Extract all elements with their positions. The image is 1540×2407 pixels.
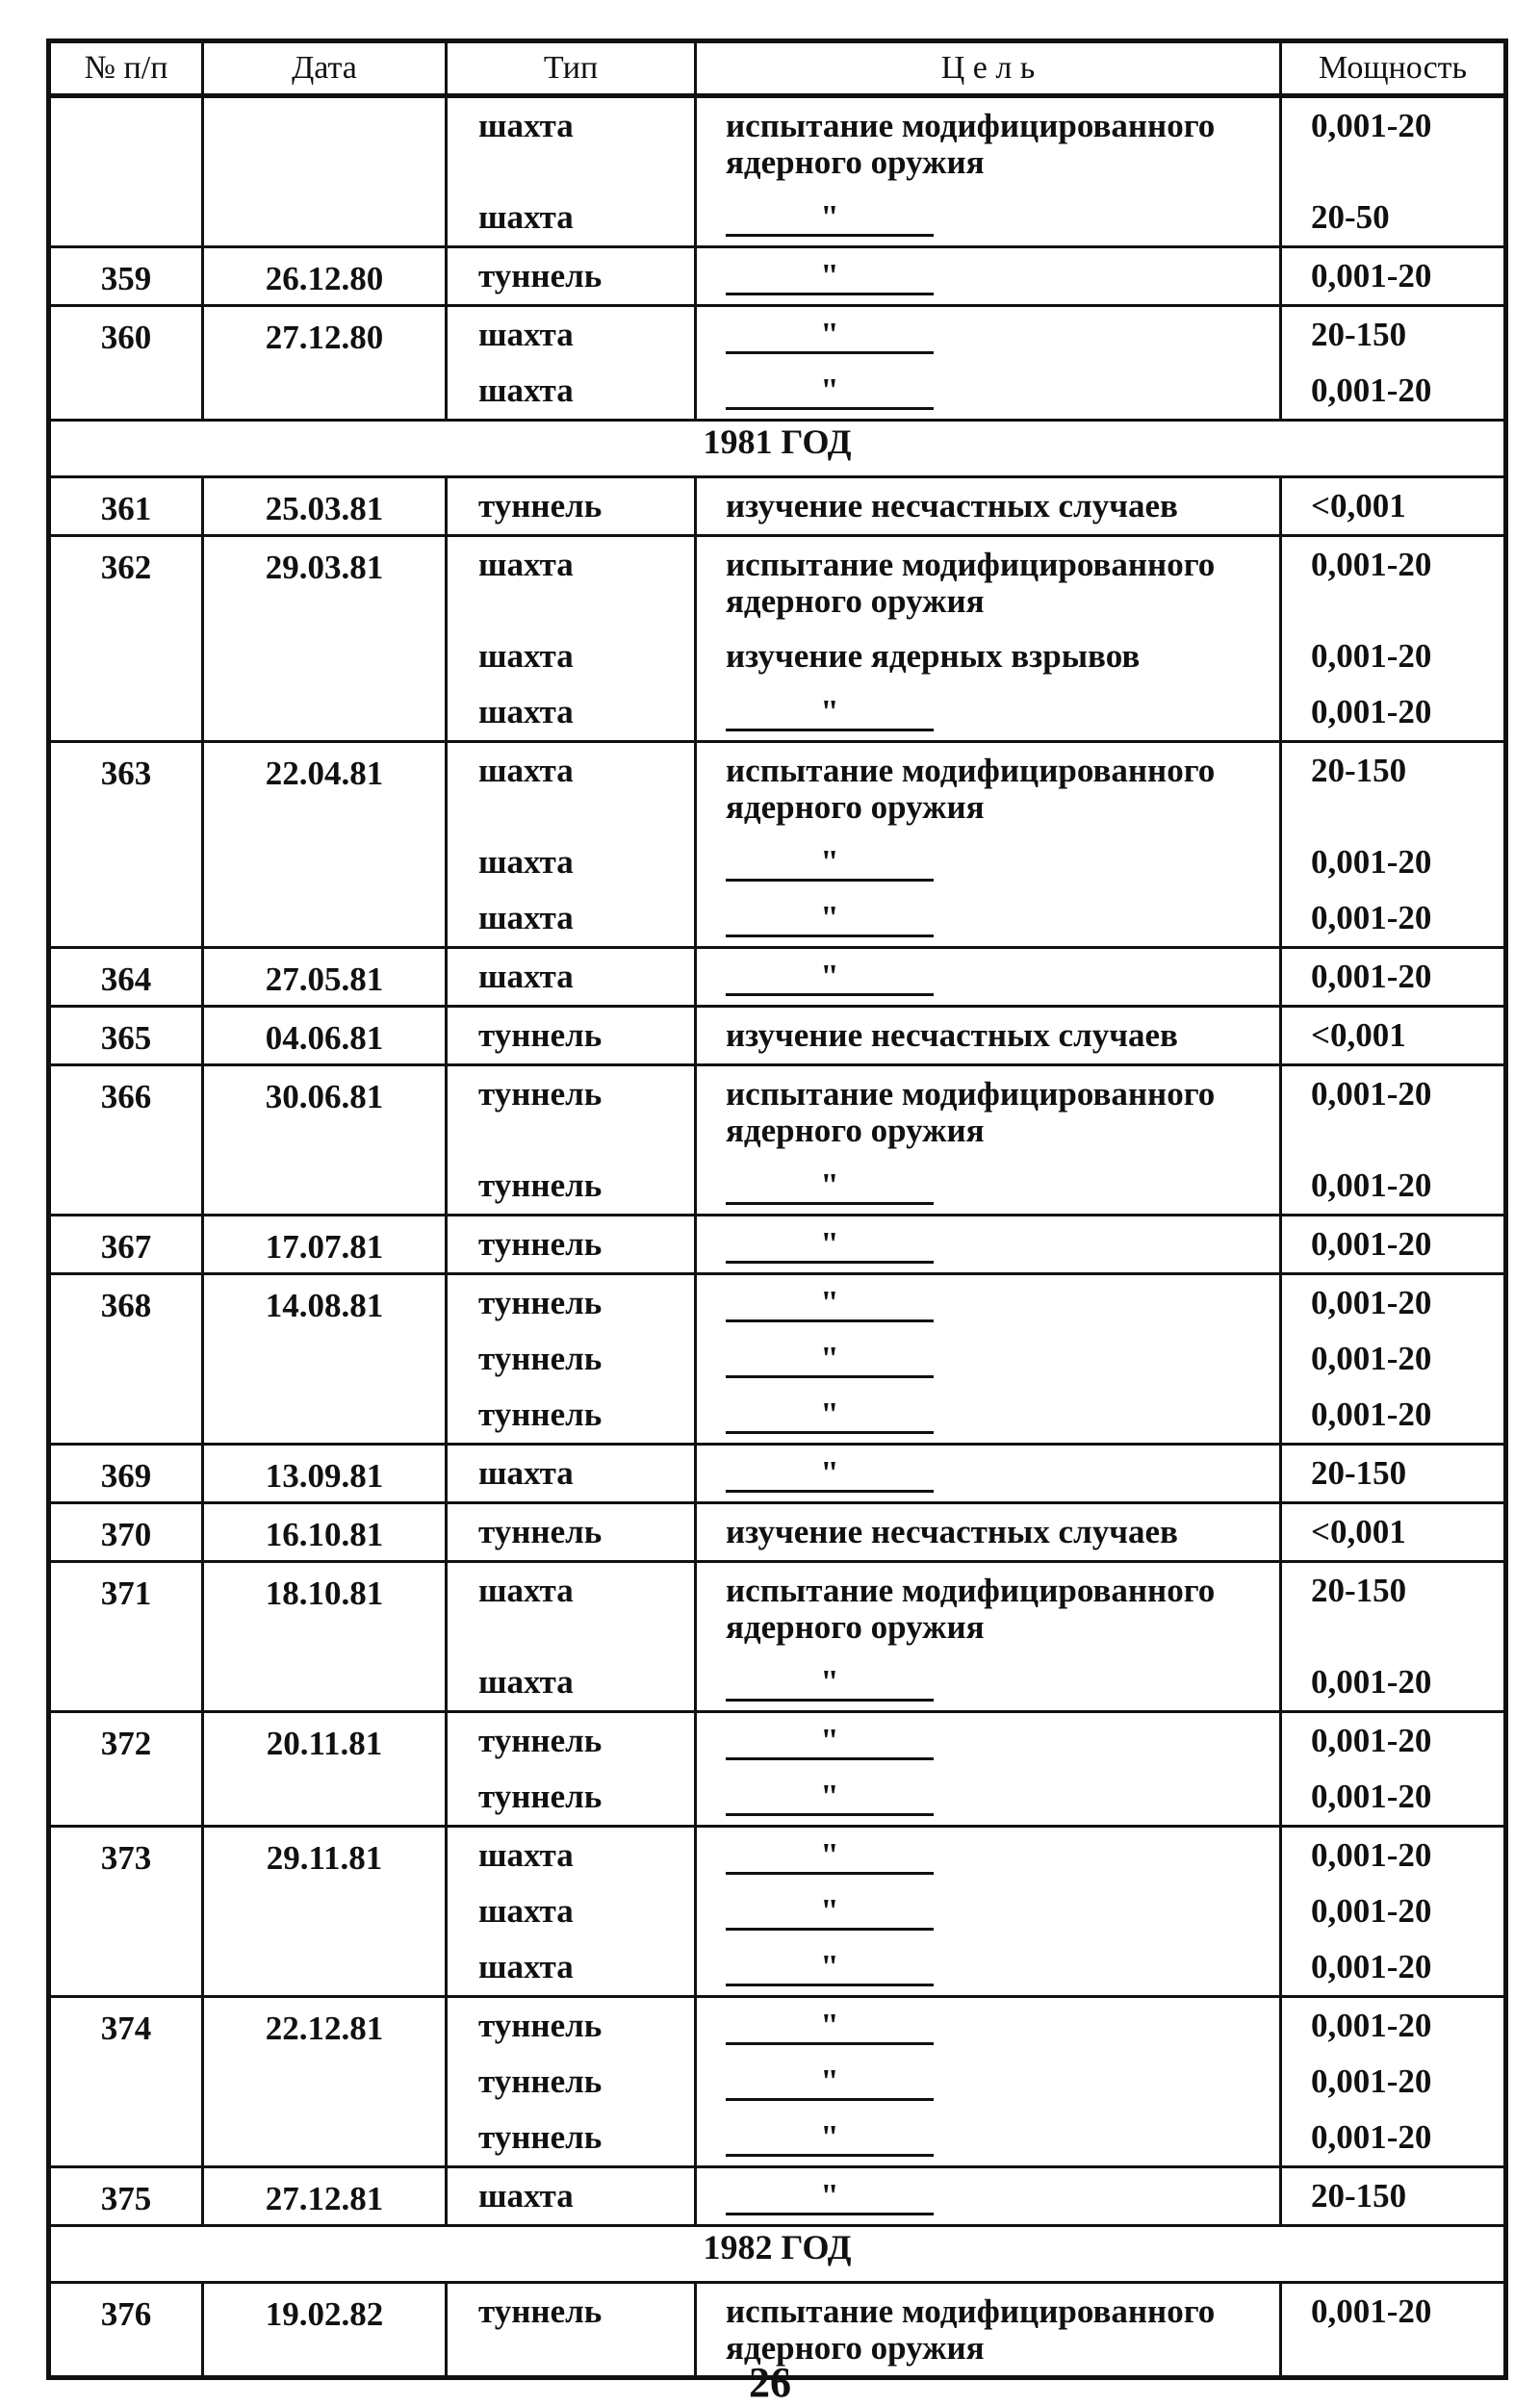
- test-type: туннель: [478, 2118, 603, 2156]
- test-power: 0,001-20: [1311, 257, 1432, 294]
- ditto-mark: ": [726, 1344, 934, 1378]
- page-number: 26: [749, 2359, 791, 2406]
- nuclear-tests-table: [46, 38, 1508, 2380]
- test-goal: [726, 1216, 1273, 1272]
- table-row: [49, 536, 1506, 742]
- test-power: 0,001-20: [1311, 1340, 1432, 1377]
- test-type: шахта: [478, 637, 574, 675]
- test-date: 14.08.81: [203, 1274, 447, 1445]
- test-type: туннель: [478, 257, 603, 294]
- test-goal: [726, 190, 1273, 245]
- ditto-mark: ": [726, 1953, 934, 1986]
- test-power: 0,001-20: [1311, 371, 1432, 409]
- test-power: 20-150: [1311, 316, 1407, 353]
- test-goal: изучение несчастных случаев: [726, 487, 1178, 525]
- power-cell: [1281, 1445, 1506, 1503]
- test-power: 20-150: [1311, 752, 1407, 789]
- test-number: 373: [49, 1827, 203, 1997]
- test-type: шахта: [478, 752, 574, 789]
- test-power: 0,001-20: [1311, 546, 1432, 583]
- test-power: 0,001-20: [1311, 1778, 1432, 1815]
- ditto-mark: ": [726, 203, 934, 237]
- goal-cell: [696, 1712, 1281, 1827]
- test-power: 0,001-20: [1311, 1663, 1432, 1701]
- ditto-mark: ": [726, 1171, 934, 1205]
- power-cell: [1281, 1712, 1506, 1827]
- table-row: [49, 1274, 1506, 1445]
- ditto-mark: ": [726, 376, 934, 410]
- power-cell: [1281, 1503, 1506, 1562]
- test-power: 0,001-20: [1311, 1396, 1432, 1433]
- test-power: <0,001: [1311, 487, 1406, 525]
- test-date: 29.11.81: [203, 1827, 447, 1997]
- power-cell: [1281, 1007, 1506, 1065]
- goal-cell: [696, 306, 1281, 421]
- test-goal: [726, 2168, 1273, 2224]
- table-row: [49, 1065, 1506, 1216]
- test-goal: [726, 1998, 1273, 2054]
- test-goal: [726, 2110, 1273, 2165]
- header-goal: Ц е л ь: [696, 41, 1281, 96]
- test-date: 27.12.81: [203, 2167, 447, 2226]
- ditto-mark: ": [726, 962, 934, 996]
- test-goal: [726, 1769, 1273, 1825]
- ditto-mark: ": [726, 2067, 934, 2101]
- ditto-mark: ": [726, 262, 934, 295]
- test-power: 0,001-20: [1311, 637, 1432, 675]
- table-row: [49, 2167, 1506, 2226]
- test-goal: испытание модифицированного ядерного оружия: [726, 1572, 1216, 1646]
- goal-cell: [696, 1274, 1281, 1445]
- test-date: 19.02.82: [203, 2283, 447, 2378]
- test-date: 20.11.81: [203, 1712, 447, 1827]
- type-cell: [447, 1997, 696, 2167]
- ditto-mark: ": [726, 1289, 934, 1322]
- type-cell: [447, 1562, 696, 1712]
- table-row: [49, 96, 1506, 247]
- test-power: 0,001-20: [1311, 843, 1432, 881]
- test-type: туннель: [478, 487, 603, 525]
- test-type: шахта: [478, 1454, 574, 1492]
- test-power: 0,001-20: [1311, 1166, 1432, 1204]
- type-cell: [447, 948, 696, 1007]
- test-power: 0,001-20: [1311, 2118, 1432, 2156]
- test-power: 0,001-20: [1311, 1284, 1432, 1321]
- test-goal: изучение несчастных случаев: [726, 1513, 1178, 1550]
- test-type: шахта: [478, 107, 574, 144]
- test-date: 27.05.81: [203, 948, 447, 1007]
- table-row: [49, 1503, 1506, 1562]
- test-power: 0,001-20: [1311, 2292, 1432, 2330]
- goal-cell: [696, 536, 1281, 742]
- goal-cell: [696, 1445, 1281, 1503]
- type-cell: [447, 536, 696, 742]
- test-goal: изучение несчастных случаев: [726, 1016, 1178, 1054]
- table-body: [49, 96, 1506, 2378]
- power-cell: [1281, 1274, 1506, 1445]
- test-type: шахта: [478, 1892, 574, 1930]
- power-cell: [1281, 1827, 1506, 1997]
- header-power: Мощность: [1281, 41, 1506, 96]
- test-goal: испытание модифицированного ядерного оружия: [726, 107, 1216, 181]
- type-cell: [447, 1445, 696, 1503]
- test-number: 360: [49, 306, 203, 421]
- test-goal: испытание модифицированного ядерного оружия: [726, 1075, 1216, 1149]
- type-cell: [447, 96, 696, 247]
- test-power: 0,001-20: [1311, 2062, 1432, 2100]
- year-header-row: [49, 2226, 1506, 2283]
- test-date: 17.07.81: [203, 1216, 447, 1274]
- test-number: 371: [49, 1562, 203, 1712]
- test-type: шахта: [478, 693, 574, 730]
- test-goal: изучение ядерных взрывов: [726, 637, 1141, 675]
- type-cell: [447, 247, 696, 306]
- test-goal: [726, 307, 1273, 363]
- power-cell: [1281, 1065, 1506, 1216]
- test-number: [49, 96, 203, 247]
- table-row: [49, 1827, 1506, 1997]
- type-cell: [447, 306, 696, 421]
- test-goal: [726, 1387, 1273, 1443]
- ditto-mark: ": [726, 320, 934, 354]
- table-row: [49, 306, 1506, 421]
- test-number: 363: [49, 742, 203, 948]
- test-power: 20-150: [1311, 1454, 1407, 1492]
- test-goal: [726, 1275, 1273, 1331]
- test-number: 368: [49, 1274, 203, 1445]
- table-row: [49, 948, 1506, 1007]
- test-power: 0,001-20: [1311, 1948, 1432, 1985]
- ditto-mark: ": [726, 2123, 934, 2157]
- ditto-mark: ": [726, 1459, 934, 1493]
- table-row: [49, 1007, 1506, 1065]
- year-label: 1981 ГОД: [49, 421, 1506, 477]
- ditto-mark: ": [726, 1727, 934, 1760]
- test-power: 0,001-20: [1311, 107, 1432, 144]
- year-label: 1982 ГОД: [49, 2226, 1506, 2283]
- ditto-mark: ": [726, 2011, 934, 2045]
- goal-cell: [696, 1562, 1281, 1712]
- test-number: 365: [49, 1007, 203, 1065]
- test-type: туннель: [478, 1284, 603, 1321]
- test-goal: [726, 363, 1273, 419]
- test-type: шахта: [478, 899, 574, 936]
- ditto-mark: ": [726, 904, 934, 937]
- test-type: туннель: [478, 1225, 603, 1263]
- goal-cell: [696, 1216, 1281, 1274]
- table-row: [49, 1445, 1506, 1503]
- power-cell: [1281, 96, 1506, 247]
- test-date: [203, 96, 447, 247]
- table-row: [49, 1997, 1506, 2167]
- test-date: 04.06.81: [203, 1007, 447, 1065]
- power-cell: [1281, 247, 1506, 306]
- test-number: 361: [49, 477, 203, 536]
- test-type: шахта: [478, 2177, 574, 2215]
- test-power: 0,001-20: [1311, 1722, 1432, 1759]
- test-type: туннель: [478, 1340, 603, 1377]
- test-type: туннель: [478, 1016, 603, 1054]
- type-cell: [447, 1503, 696, 1562]
- test-number: 370: [49, 1503, 203, 1562]
- type-cell: [447, 1216, 696, 1274]
- test-date: 18.10.81: [203, 1562, 447, 1712]
- test-goal: [726, 2054, 1273, 2110]
- test-type: шахта: [478, 546, 574, 583]
- test-type: шахта: [478, 1948, 574, 1985]
- test-type: туннель: [478, 2062, 603, 2100]
- test-type: туннель: [478, 1778, 603, 1815]
- table-row: [49, 742, 1506, 948]
- test-number: 364: [49, 948, 203, 1007]
- test-type: шахта: [478, 371, 574, 409]
- power-cell: [1281, 1997, 1506, 2167]
- test-goal: [726, 1446, 1273, 1501]
- test-type: шахта: [478, 198, 574, 236]
- test-type: туннель: [478, 2292, 603, 2330]
- test-goal: [726, 1158, 1273, 1214]
- type-cell: [447, 477, 696, 536]
- test-type: шахта: [478, 843, 574, 881]
- goal-cell: [696, 1065, 1281, 1216]
- ditto-mark: ": [726, 1897, 934, 1931]
- test-number: 362: [49, 536, 203, 742]
- test-goal: [726, 1883, 1273, 1939]
- test-date: 30.06.81: [203, 1065, 447, 1216]
- ditto-mark: ": [726, 698, 934, 731]
- test-goal: [726, 1654, 1273, 1710]
- test-number: 359: [49, 247, 203, 306]
- test-date: 22.12.81: [203, 1997, 447, 2167]
- test-goal: [726, 684, 1273, 740]
- test-goal: [726, 834, 1273, 890]
- test-date: 22.04.81: [203, 742, 447, 948]
- goal-cell: [696, 247, 1281, 306]
- type-cell: [447, 1712, 696, 1827]
- test-type: туннель: [478, 1166, 603, 1204]
- test-power: 0,001-20: [1311, 958, 1432, 995]
- header-row: [49, 41, 1506, 96]
- test-type: шахта: [478, 1663, 574, 1701]
- power-cell: [1281, 536, 1506, 742]
- goal-cell: [696, 1503, 1281, 1562]
- test-power: 20-150: [1311, 1572, 1407, 1609]
- test-goal: [726, 890, 1273, 946]
- test-goal: [726, 1331, 1273, 1387]
- test-goal: испытание модифицированного ядерного оружия: [726, 752, 1216, 826]
- test-power: 0,001-20: [1311, 1225, 1432, 1263]
- test-type: шахта: [478, 1836, 574, 1874]
- test-number: 367: [49, 1216, 203, 1274]
- table-row: [49, 1562, 1506, 1712]
- test-power: 0,001-20: [1311, 693, 1432, 730]
- test-power: <0,001: [1311, 1016, 1406, 1054]
- power-cell: [1281, 1562, 1506, 1712]
- type-cell: [447, 1065, 696, 1216]
- ditto-mark: ": [726, 2182, 934, 2215]
- test-power: 0,001-20: [1311, 899, 1432, 936]
- goal-cell: [696, 1007, 1281, 1065]
- test-goal: испытание модифицированного ядерного оружия: [726, 546, 1216, 620]
- test-power: <0,001: [1311, 1513, 1406, 1550]
- test-type: шахта: [478, 958, 574, 995]
- power-cell: [1281, 742, 1506, 948]
- test-date: 13.09.81: [203, 1445, 447, 1503]
- header-date: Дата: [203, 41, 447, 96]
- table-row: [49, 1712, 1506, 1827]
- type-cell: [447, 742, 696, 948]
- test-number: 366: [49, 1065, 203, 1216]
- test-goal: [726, 949, 1273, 1005]
- ditto-mark: ": [726, 1841, 934, 1875]
- power-cell: [1281, 2167, 1506, 2226]
- test-date: 16.10.81: [203, 1503, 447, 1562]
- test-date: 25.03.81: [203, 477, 447, 536]
- type-cell: [447, 1827, 696, 1997]
- test-power: 0,001-20: [1311, 1075, 1432, 1113]
- type-cell: [447, 1274, 696, 1445]
- test-number: 376: [49, 2283, 203, 2378]
- header-type: Тип: [447, 41, 696, 96]
- test-goal: [726, 1713, 1273, 1769]
- table-row: [49, 477, 1506, 536]
- test-power: 20-50: [1311, 198, 1390, 236]
- test-goal: [726, 1939, 1273, 1995]
- test-goal: [726, 248, 1273, 304]
- test-power: 0,001-20: [1311, 1836, 1432, 1874]
- header-num: № п/п: [49, 41, 203, 96]
- power-cell: [1281, 948, 1506, 1007]
- test-type: туннель: [478, 1396, 603, 1433]
- table-row: [49, 1216, 1506, 1274]
- test-goal: [726, 1828, 1273, 1883]
- goal-cell: [696, 2167, 1281, 2226]
- test-power: 20-150: [1311, 2177, 1407, 2215]
- test-type: туннель: [478, 1075, 603, 1113]
- type-cell: [447, 2167, 696, 2226]
- test-number: 374: [49, 1997, 203, 2167]
- goal-cell: [696, 948, 1281, 1007]
- test-goal: испытание модифицированного ядерного оружия: [726, 2292, 1216, 2367]
- goal-cell: [696, 96, 1281, 247]
- test-type: туннель: [478, 2007, 603, 2044]
- goal-cell: [696, 477, 1281, 536]
- power-cell: [1281, 477, 1506, 536]
- test-date: 26.12.80: [203, 247, 447, 306]
- test-power: 0,001-20: [1311, 1892, 1432, 1930]
- ditto-mark: ": [726, 1668, 934, 1702]
- test-number: 372: [49, 1712, 203, 1827]
- goal-cell: [696, 742, 1281, 948]
- test-type: туннель: [478, 1722, 603, 1759]
- ditto-mark: ": [726, 1782, 934, 1816]
- table-row: [49, 247, 1506, 306]
- test-power: 0,001-20: [1311, 2007, 1432, 2044]
- test-date: 29.03.81: [203, 536, 447, 742]
- test-number: 369: [49, 1445, 203, 1503]
- test-type: шахта: [478, 1572, 574, 1609]
- ditto-mark: ": [726, 848, 934, 882]
- goal-cell: [696, 1827, 1281, 1997]
- test-number: 375: [49, 2167, 203, 2226]
- ditto-mark: ": [726, 1400, 934, 1434]
- test-type: туннель: [478, 1513, 603, 1550]
- ditto-mark: ": [726, 1230, 934, 1264]
- goal-cell: [696, 1997, 1281, 2167]
- power-cell: [1281, 306, 1506, 421]
- type-cell: [447, 1007, 696, 1065]
- test-type: шахта: [478, 316, 574, 353]
- power-cell: [1281, 1216, 1506, 1274]
- test-date: 27.12.80: [203, 306, 447, 421]
- year-header-row: [49, 421, 1506, 477]
